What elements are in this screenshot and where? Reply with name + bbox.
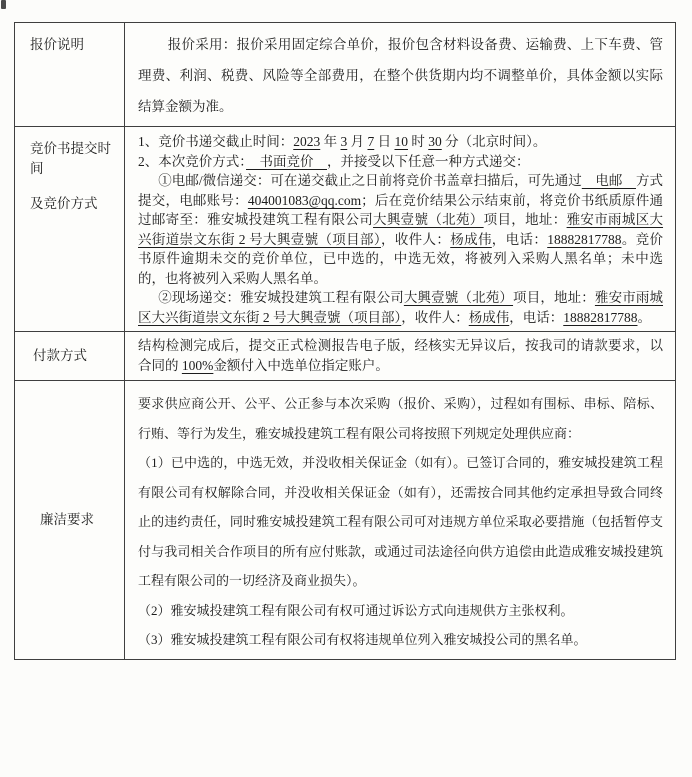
- paragraph: [138, 596, 663, 626]
- underlined-text: 7: [367, 134, 375, 149]
- text-segment: （2）雅安城投建筑工程有限公司有权可通过诉讼方式向违规供方主张权利。: [138, 602, 574, 618]
- text-segment: ，并接受以下任意一种方式递交：: [327, 153, 530, 169]
- paragraph: [138, 132, 663, 152]
- text-segment: 要求供应商公开、公平、公正参与本次采购（报价、采购），过程如有围标、串标、陪标、行贿、等行为发生，雅安城投建筑工程有限公司将按照下列规定处理供应商：: [138, 396, 663, 441]
- underlined-text: 2023: [293, 134, 321, 149]
- quotation-terms-table: [14, 22, 676, 660]
- row-header-quote-note: [15, 23, 125, 126]
- underlined-text: 雅安市雨城区大兴街道崇文东街 2 号大興壹號（项目部）: [138, 212, 664, 247]
- paragraph: [138, 336, 663, 376]
- row-label: 报价说明: [30, 37, 84, 52]
- row-content-payment: [125, 332, 675, 380]
- underlined-text: 10: [394, 134, 408, 149]
- text-segment: 金额付入中选单位指定账户。: [213, 358, 389, 373]
- text-segment: 年: [320, 134, 341, 149]
- paragraph: [138, 171, 663, 288]
- text-segment: 2、本次竞价方式：: [138, 153, 246, 169]
- table-row-quote-note: [15, 23, 675, 127]
- row-content-bid-submission: [125, 127, 675, 331]
- underlined-text: 书面竞价: [246, 153, 327, 169]
- row-label: 及竞价方式: [30, 196, 98, 211]
- underlined-text: 杨成伟: [450, 231, 492, 247]
- text-segment: 1、竞价书递交截止时间：: [138, 134, 294, 149]
- row-header-payment: [15, 332, 125, 380]
- row-header-integrity: [15, 381, 125, 659]
- underlined-text: 大興壹號（北苑）: [373, 212, 484, 227]
- underlined-text: 404001083@qq.com: [247, 192, 362, 208]
- text-segment: ，收件人：: [401, 309, 469, 325]
- text-segment: （1）已中选的，中选无效，并没收相关保证金（如有）。已签订合同的，雅安城投建筑工程有限公司有权解除合同，并没收相关保证金（如有），还需按合同其他约定承担导致合同终止的违约责任，同时雅安城投建筑工程有限公司可对违规方单位采取必要措施（包括暂停支付与我司相关合作项目的所有应付账款，或通过司法途径向供方追偿由此造成雅安城投建筑工程有限公司的一切经济及商业损失）。: [138, 455, 663, 588]
- table-row-payment: [15, 332, 675, 381]
- underlined-text: 18882817788: [563, 309, 638, 325]
- text-segment: 方式提交，电邮账号：: [138, 173, 664, 208]
- text-segment: ②现场递交：雅安城投建筑工程有限公司: [158, 290, 404, 305]
- row-label: 廉洁要求: [40, 511, 94, 527]
- text-segment: ，电话：: [491, 231, 548, 247]
- text-segment: ，电话：: [509, 309, 564, 325]
- text-segment: 。: [637, 309, 651, 325]
- underlined-text: 杨成伟: [468, 309, 510, 325]
- scan-speckle: [1, 0, 6, 9]
- paragraph: [138, 152, 663, 172]
- text-segment: 时: [408, 134, 429, 149]
- text-segment: 日: [374, 134, 395, 149]
- table-row-bid-submission: [15, 127, 675, 332]
- text-segment: ，收件人：: [380, 231, 451, 247]
- text-segment: ①电邮/微信递交：可在递交截止之日前将竞价书盖章扫描后，可先通过: [158, 173, 582, 188]
- text-segment: ；后在竞价结果公示结束前，将竞价书纸质原件通过邮寄至：雅安城投建筑工程有限公司: [138, 192, 664, 227]
- underlined-text: 雅安市雨城区大兴街道崇文东街 2 号大興壹號（项目部）: [138, 290, 664, 325]
- row-header-bid-submission: [15, 127, 125, 331]
- paragraph: [138, 29, 663, 122]
- table-row-integrity: [15, 381, 675, 659]
- text-segment: 结构检测完成后，提交正式检测报告电子版，经核实无异议后，按我司的请款要求，以合同的: [138, 338, 663, 373]
- paragraph: [138, 389, 663, 448]
- text-segment: 项目，地址：: [513, 290, 595, 305]
- text-segment: 项目，地址：: [483, 212, 567, 227]
- underlined-text: 大興壹號（北苑）: [403, 290, 514, 305]
- paragraph: [138, 288, 663, 327]
- row-content-integrity: [125, 381, 675, 659]
- text-segment: 月: [347, 134, 368, 149]
- text-segment: 分（北京时间）。: [441, 134, 547, 149]
- underlined-text: 100%: [181, 358, 214, 373]
- text-segment: （3）雅安城投建筑工程有限公司有权将违规单位列入雅安城投公司的黑名单。: [138, 632, 587, 647]
- underlined-text: 30: [428, 134, 442, 149]
- row-label: 付款方式: [33, 348, 87, 363]
- row-label: 竞价书提交时间: [30, 141, 111, 176]
- paragraph: [138, 625, 663, 655]
- row-content-quote-note: [125, 23, 675, 126]
- paragraph: [138, 448, 663, 596]
- text-segment: 。竞价书原件逾期未交的竞价单位，已中选的，中选无效，将被列入采购人黑名单；未中选的，也将被列入采购人黑名单。: [138, 231, 664, 286]
- underlined-text: 电邮: [581, 173, 636, 188]
- text-segment: 报价采用：报价采用固定综合单价，报价包含材料设备费、运输费、上下车费、管理费、利润、税费、风险等全部费用，在整个供货期内均不调整单价，具体金额以实际结算金额为准。: [138, 37, 663, 114]
- underlined-text: 18882817788: [547, 231, 622, 247]
- underlined-text: 3: [340, 134, 348, 149]
